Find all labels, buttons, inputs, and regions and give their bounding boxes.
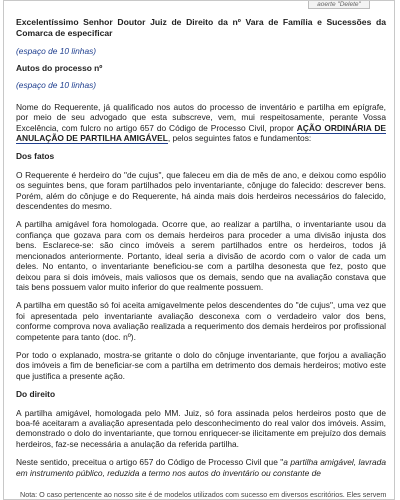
facts-paragraph-1: O Requerente é herdeiro do "de cujus", que faleceu em dia de mês de ano, e deixou como espólio os seguintes bens, que foram partilhados pelo inventariante, cônjuge do falecido: descrever bens. Porém, além do cônjuge e do Requerente, há ainda mais dois herdeiros necessários do falecido, descendentes do mesmo.	[16, 169, 386, 212]
law-paragraph-2: Neste sentido, preceitua o artigo 657 do Código de Processo Civil que "a partilha amigável, lavrada em instrumento público, reduzida a termo nos autos do inventário ou constante de	[16, 457, 386, 478]
facts-paragraph-2: A partilha amigável fora homologada. Ocorre que, ao realizar a partilha, o inventariante usou da confiança que gozava para com os demais herdeiros para proceder a uma divisão injusta dos bens. Esclarece-se: são cinco imóveis a serem partilhados entre os herdeiros, todos já mencionados anteriormente. Portanto, ideal seria a divisão de acordo com o valor de cada um deles. No entanto, o inventariante beneficiou-se com a partilha desonesta que fez, posto que deixou para si dois imóveis, mais valiosos que os demais, sendo que na avaliação constava que tais bens possuem valor muito inferior do que realmente possuem.	[16, 219, 386, 292]
delete-tab[interactable]: aoerte "Delete"	[308, 0, 370, 9]
intro-paragraph: Nome do Requerente, já qualificado nos autos do processo de inventário e partilha em epígrafe, por meio de seu advogado que esta subscreve, vem, mui respeitosamente, perante Vossa Excelência, com fulcro no artigo 657 do Código de Processo Civil, propor AÇÃO ORDINÁRIA DE ANULAÇÃO DE PARTILHA AMIGÁVEL, pelos seguintes fatos e fundamentos:	[16, 101, 387, 144]
law-paragraph-1: A partilha amigável, homologada pelo MM. Juiz, só fora assinada pelos herdeiros posto que de boa-fé aceitaram a avaliação apresentada pelo desconhecimento do real valor dos imóveis. Assim, demonstrado o dolo do inventariante, que tornou enriquecer-se ilicitamente em prejuízo dos demais herdeiros, faz-se necessária a anulação da referida partilha.	[16, 407, 386, 449]
court-title: Excelentíssimo Senhor Doutor Juiz de Direito da nº Vara de Família e Sucessões da Comarca de especificar	[16, 17, 386, 38]
document-body	[16, 17, 386, 478]
process-label: Autos do processo nº	[16, 63, 103, 73]
action-title: AÇÃO ORDINÁRIA DE ANULAÇÃO DE PARTILHA AMIGÁVEL	[16, 122, 387, 144]
facts-heading: Dos fatos	[16, 151, 55, 162]
footnote: Nota: O caso pertencente ao nosso site é de modelos utilizados com sucesso em diversos escritórios. Eles servem	[20, 491, 387, 499]
spacing-note-2: (espaço de 10 linhas)	[16, 80, 97, 91]
facts-paragraph-4: Por todo o explanado, mostra-se gritante o dolo do cônjuge inventariante, que forjou a avaliação dos imóveis a fim de beneficiar-se com a partilha em detrimento dos demais herdeiros; motivo este que justifica a presente ação.	[16, 349, 386, 381]
law-heading: Do direito	[16, 389, 56, 400]
facts-paragraph-3: A partilha em questão só foi aceita amigavelmente pelos descendentes do "de cujus", uma vez que foi apresentada pelo inventariante avaliação desconexa com o verdadeiro valor dos bens, conforme comprova nova avaliação realizada a requerimento dos demais herdeiros por profissional competente para tanto (doc. nº).	[16, 300, 386, 342]
spacing-note-1: (espaço de 10 linhas)	[16, 45, 97, 56]
document-page	[3, 0, 395, 500]
